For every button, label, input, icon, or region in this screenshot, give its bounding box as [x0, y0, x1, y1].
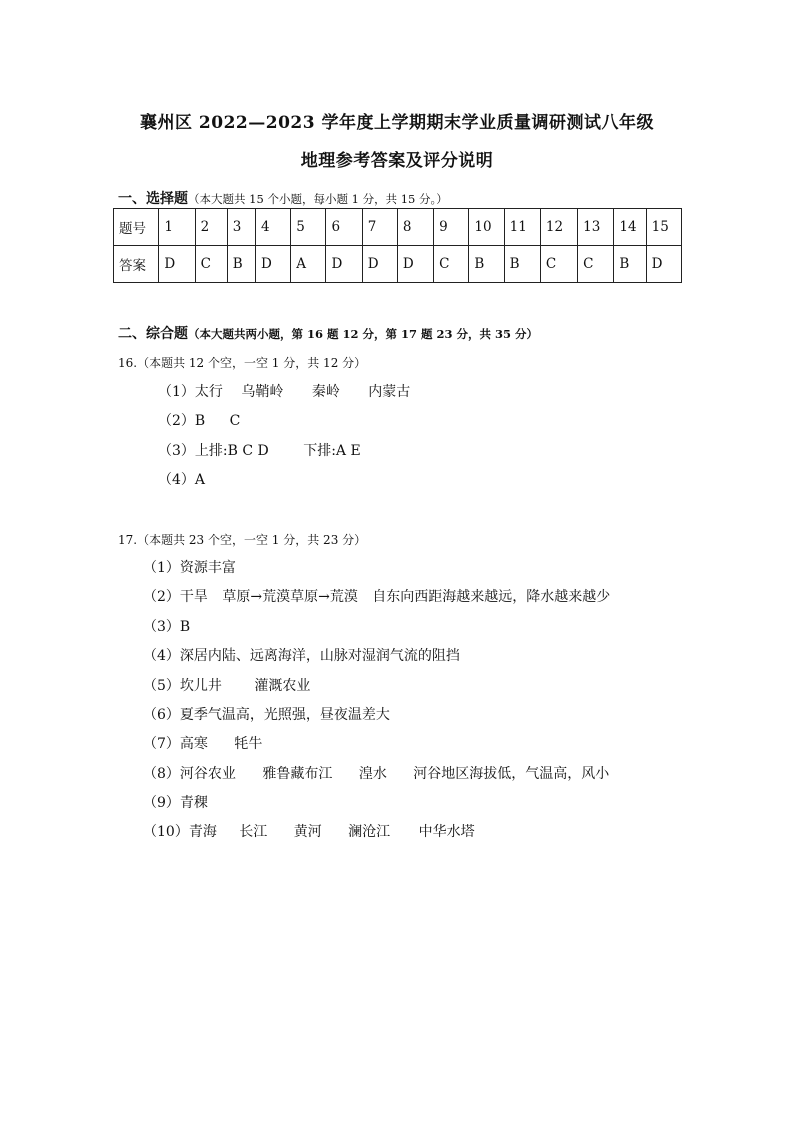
table-row-label: 答案 [114, 246, 159, 283]
answer-item: （8）河谷农业 [143, 766, 236, 782]
answer-item: C [229, 413, 241, 429]
answer-cell: B [614, 246, 646, 283]
answer-item: （2）干旱 [143, 589, 208, 605]
answer-item: 河谷地区海拔低，气温高，风小 [413, 766, 610, 782]
answer-cell: A [291, 246, 326, 283]
q16-answer-line [158, 469, 205, 489]
question-number-cell: 1 [159, 209, 195, 246]
q17-answer-line [143, 763, 609, 783]
question-16-intro: 16.（本题共 12 个空，一空 1 分，共 12 分） [118, 356, 367, 370]
answer-cell: C [540, 246, 577, 283]
answer-cell: C [434, 246, 469, 283]
question-number-cell: 10 [469, 209, 504, 246]
question-number-cell: 12 [540, 209, 577, 246]
q17-answer-line [143, 733, 262, 753]
document-title: 襄州区 2022—2023 学年度上学期期末学业质量调研测试八年级 [140, 113, 654, 133]
answer-item: 长江 [239, 824, 268, 840]
answer-item: 秦岭 [311, 384, 340, 400]
answer-item: 中华水塔 [418, 824, 475, 840]
answer-item: （1）太行 [158, 384, 223, 400]
answer-cell: B [469, 246, 504, 283]
answer-item: 乌鞘岭 [241, 384, 284, 400]
section-2-note: （本大题共两小题，第 16 题 12 分，第 17 题 23 分，共 35 分） [188, 327, 539, 341]
answer-cell: D [326, 246, 362, 283]
answer-item: （10）青海 [143, 824, 217, 840]
answer-cell: D [159, 246, 195, 283]
answer-item: 湟水 [358, 766, 387, 782]
section-2-title: 二、综合题 [118, 326, 188, 342]
answer-cell: B [227, 246, 255, 283]
q16-answer-line [158, 410, 240, 430]
answer-item: （3）上排:B C D [158, 443, 269, 459]
answer-table [113, 208, 682, 283]
answer-item: （2）B [158, 413, 206, 429]
answer-item: 雅鲁藏布江 [262, 766, 333, 782]
q17-answer-line [143, 704, 390, 724]
question-number-cell: 13 [578, 209, 614, 246]
answer-cell: D [362, 246, 397, 283]
question-number-cell: 4 [255, 209, 290, 246]
answer-cell: C [195, 246, 227, 283]
answer-item: 自东向西距海越来越远，降水越来越少 [372, 589, 611, 605]
answer-item: （4）深居内陆、远离海洋，山脉对湿润气流的阻挡 [143, 648, 460, 664]
answer-item: （5）坎儿井 [143, 678, 222, 694]
question-17-intro: 17.（本题共 23 个空，一空 1 分，共 23 分） [118, 533, 367, 547]
question-number-cell: 6 [326, 209, 362, 246]
answer-item: 下排:A E [303, 443, 361, 459]
table-row-answers [114, 246, 682, 283]
answer-item: 灌溉农业 [254, 678, 311, 694]
question-number-cell: 3 [227, 209, 255, 246]
q17-answer-line [143, 792, 208, 812]
answer-cell: D [646, 246, 681, 283]
answer-item: 草原→荒漠草原→荒漠 [222, 589, 358, 605]
answer-item: 内蒙古 [368, 384, 411, 400]
table-row-numbers [114, 209, 682, 246]
q17-answer-line [143, 616, 190, 636]
q17-answer-line [143, 821, 475, 841]
answer-item: 牦牛 [234, 736, 263, 752]
question-number-cell: 14 [614, 209, 646, 246]
q17-answer-line [143, 675, 310, 695]
section-1-title: 一、选择题 [118, 191, 188, 207]
table-row-label: 题号 [114, 209, 159, 246]
question-number-cell: 5 [291, 209, 326, 246]
document-subtitle: 地理参考答案及评分说明 [300, 151, 494, 171]
answer-item: 黄河 [293, 824, 322, 840]
q17-answer-line [143, 557, 236, 577]
section-1-note: （本大题共 15 个小题，每小题 1 分，共 15 分。） [188, 192, 448, 206]
section-1-heading [118, 188, 448, 208]
q17-answer-line [143, 586, 610, 606]
section-2-heading [118, 323, 538, 343]
answer-item: （4）A [158, 472, 206, 488]
question-number-cell: 11 [504, 209, 540, 246]
q16-answer-line [158, 381, 410, 401]
question-number-cell: 15 [646, 209, 681, 246]
answer-item: （9）青稞 [143, 795, 208, 811]
answer-item: 澜沧江 [348, 824, 391, 840]
q17-answer-line [143, 645, 460, 665]
q16-answer-line [158, 440, 361, 460]
answer-item: （6）夏季气温高，光照强，昼夜温差大 [143, 707, 390, 723]
answer-item: （1）资源丰富 [143, 560, 236, 576]
question-number-cell: 7 [362, 209, 397, 246]
answer-cell: D [255, 246, 290, 283]
answer-item: （3）B [143, 619, 191, 635]
question-number-cell: 2 [195, 209, 227, 246]
answer-cell: B [504, 246, 540, 283]
answer-cell: C [578, 246, 614, 283]
answer-cell: D [397, 246, 433, 283]
answer-item: （7）高寒 [143, 736, 208, 752]
question-number-cell: 9 [434, 209, 469, 246]
question-number-cell: 8 [397, 209, 433, 246]
